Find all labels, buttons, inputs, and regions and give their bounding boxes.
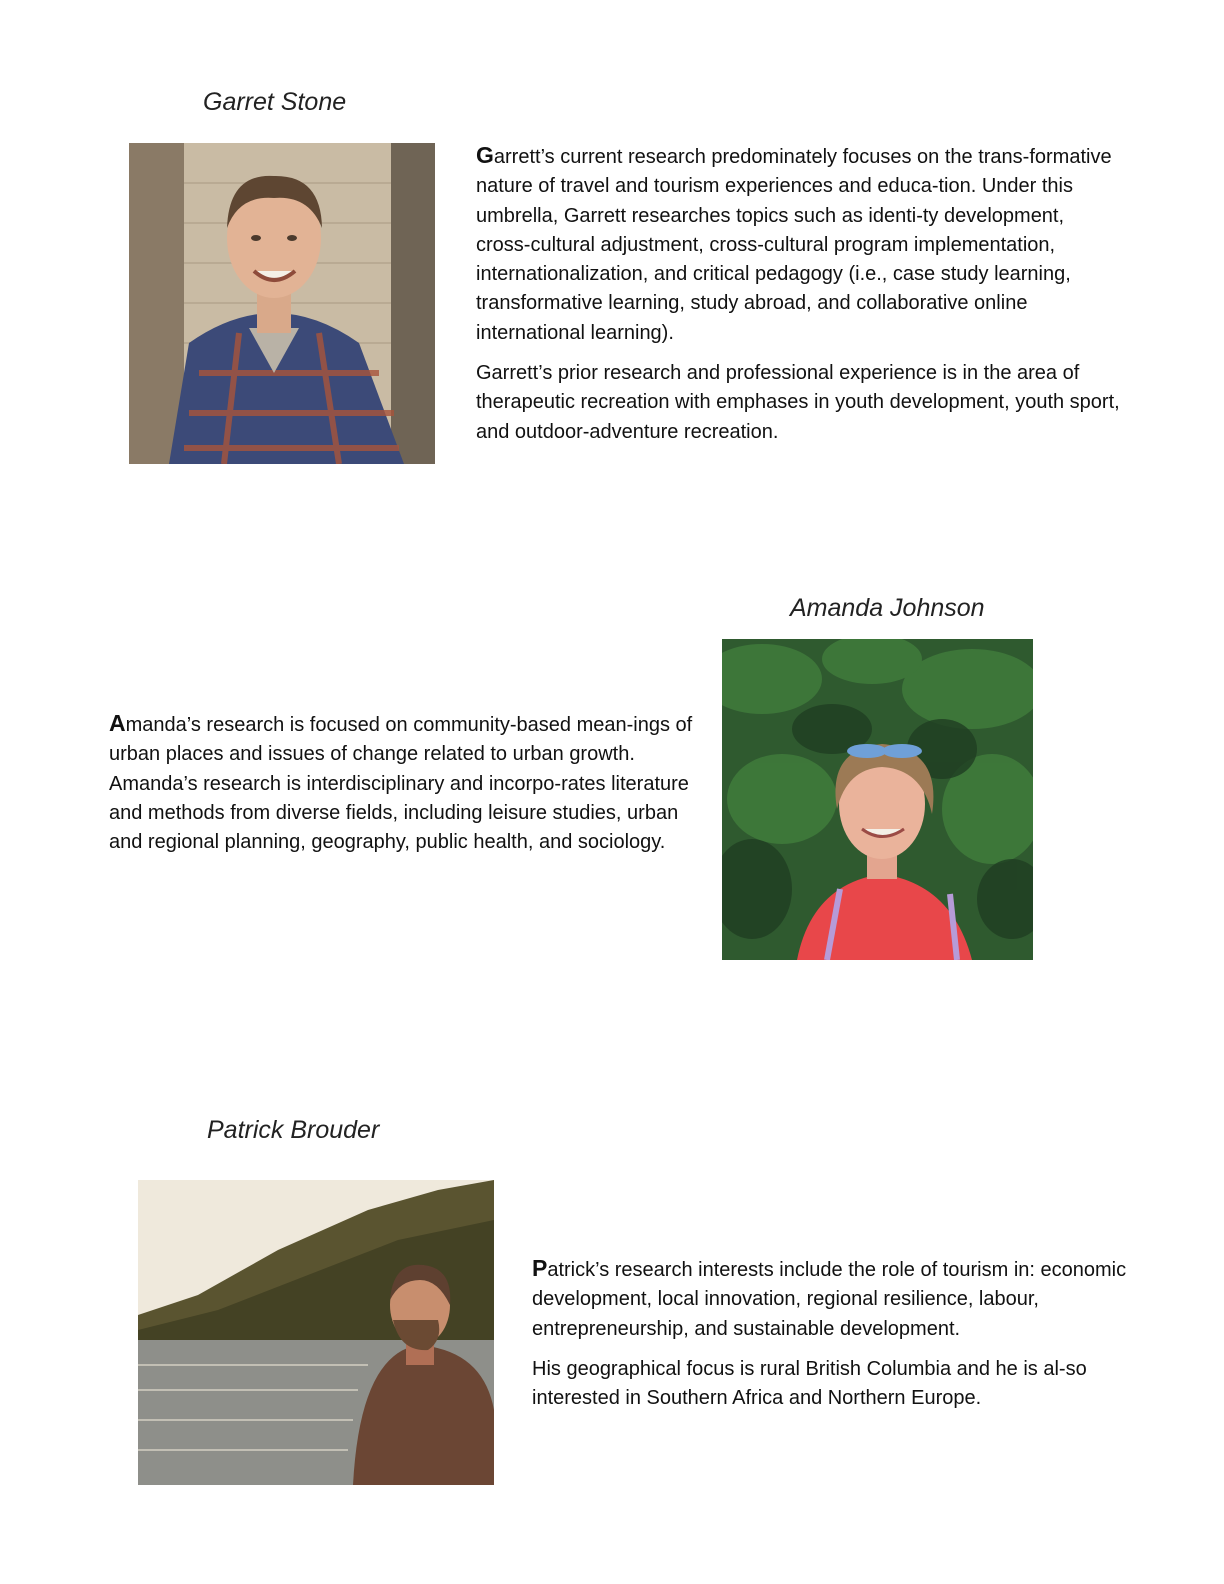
profile-name-garret: Garret Stone <box>203 88 347 116</box>
bio-patrick <box>532 1254 1132 1424</box>
portrait-photo-amanda <box>722 639 1033 960</box>
profile-name-patrick: Patrick Brouder <box>207 1116 380 1144</box>
bio-garret <box>476 141 1124 458</box>
bio-garret-paragraph-1 <box>476 141 1124 348</box>
bio-amanda-paragraph-1 <box>109 709 694 857</box>
bio-garret-paragraph-1-text: arrett’s current research predominately focuses on the trans-formative nature of travel and tourism experiences and educa-tion. Under this umbrella, Garrett researches topics such as identi-ty development, cross-cultural adjustment, cross-cultural program implementation, internationalization, and critical pedagogy (i.e., case study learning, transformative learning, study abroad, and collaborative online international learning). <box>476 146 1112 344</box>
bio-patrick-paragraph-2: His geographical focus is rural British Columbia and he is al-so interested in Southern Africa and Northern Europe. <box>532 1357 1087 1410</box>
bio-amanda <box>109 709 694 868</box>
bio-patrick-paragraph-1 <box>532 1254 1132 1344</box>
dropcap-garret: G <box>476 142 494 168</box>
portrait-photo-patrick <box>138 1180 494 1485</box>
bio-patrick-paragraph-1-text: atrick’s research interests include the role of tourism in: economic development, local innovation, regional resilience, labour, entrepreneurship, and sustainable development. <box>532 1259 1127 1340</box>
dropcap-amanda: A <box>109 710 126 736</box>
portrait-photo-garret <box>129 143 435 464</box>
dropcap-patrick: P <box>532 1255 548 1281</box>
bio-amanda-paragraph-1-text: manda’s research is focused on community-based mean-ings of urban places and issues of change related to urban growth. Amanda’s research is interdisciplinary and incorpo-rates literature and methods from diverse fields, including leisure studies, urban and regional planning, geography, public health, and sociology. <box>109 714 693 854</box>
bio-garret-paragraph-2: Garrett’s prior research and professional experience is in the area of therapeutic recreation with emphases in youth development, youth sport, and outdoor-adventure recreation. <box>476 362 1120 443</box>
profile-name-amanda: Amanda Johnson <box>790 594 985 622</box>
